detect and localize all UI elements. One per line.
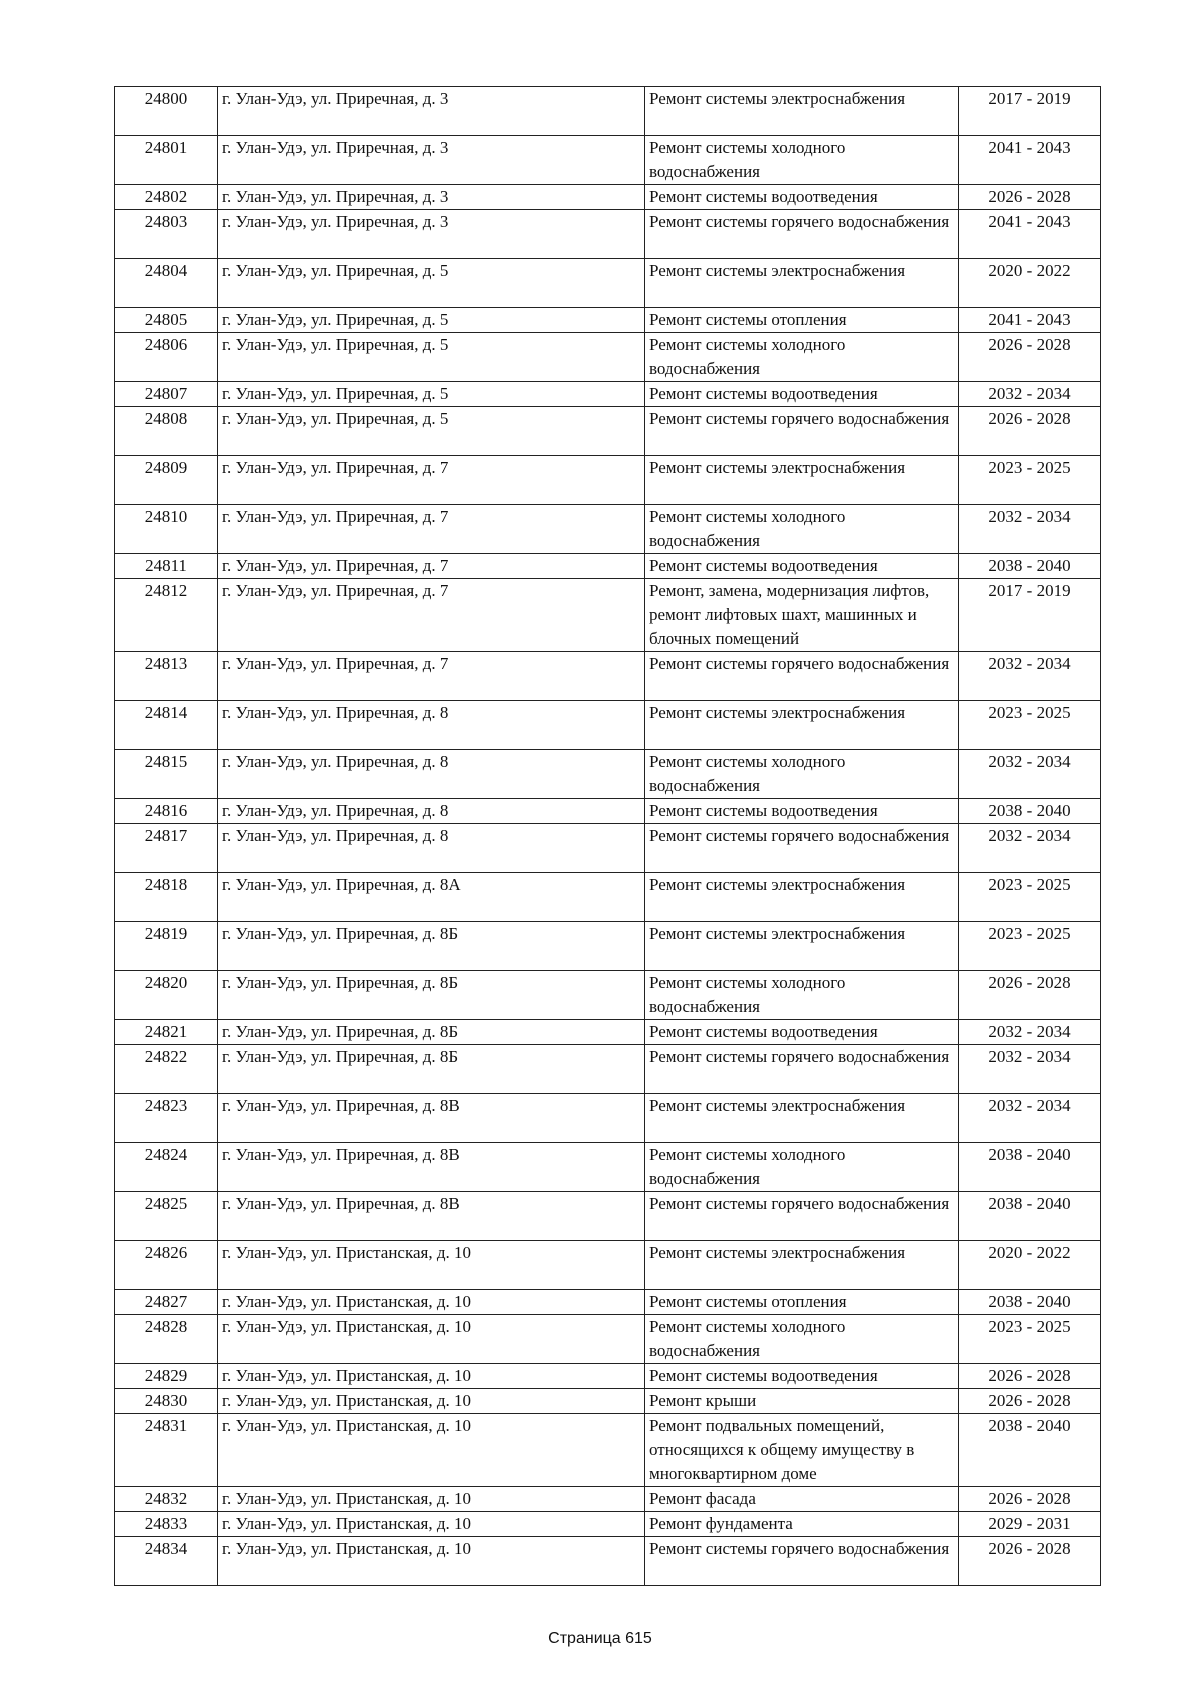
row-number-cell: 24809 [115,456,218,505]
row-number-cell: 24814 [115,701,218,750]
address-cell: г. Улан-Удэ, ул. Пристанская, д. 10 [218,1389,645,1414]
row-number-cell: 24800 [115,87,218,136]
address-cell: г. Улан-Удэ, ул. Пристанская, д. 10 [218,1364,645,1389]
work-type-cell: Ремонт системы электроснабжения [645,922,959,971]
work-type-cell: Ремонт системы водоотведения [645,1364,959,1389]
address-cell: г. Улан-Удэ, ул. Пристанская, д. 10 [218,1512,645,1537]
address-cell: г. Улан-Удэ, ул. Приречная, д. 8Б [218,922,645,971]
address-cell: г. Улан-Удэ, ул. Приречная, д. 8А [218,873,645,922]
address-cell: г. Улан-Удэ, ул. Приречная, д. 8Б [218,1045,645,1094]
table-row [115,579,1101,652]
table-row [115,308,1101,333]
table-row [115,1020,1101,1045]
row-number-cell: 24823 [115,1094,218,1143]
address-cell: г. Улан-Удэ, ул. Приречная, д. 5 [218,333,645,382]
work-type-cell: Ремонт крыши [645,1389,959,1414]
row-number-cell: 24806 [115,333,218,382]
address-cell: г. Улан-Удэ, ул. Приречная, д. 8В [218,1143,645,1192]
period-cell: 2020 - 2022 [959,259,1101,308]
row-number-cell: 24832 [115,1487,218,1512]
row-number-cell: 24815 [115,750,218,799]
address-cell: г. Улан-Удэ, ул. Приречная, д. 5 [218,407,645,456]
period-cell: 2026 - 2028 [959,185,1101,210]
work-type-cell: Ремонт системы горячего водоснабжения [645,824,959,873]
period-cell: 2026 - 2028 [959,1364,1101,1389]
work-type-cell: Ремонт системы горячего водоснабжения [645,1537,959,1586]
row-number-cell: 24801 [115,136,218,185]
row-number-cell: 24828 [115,1315,218,1364]
work-type-cell: Ремонт системы электроснабжения [645,259,959,308]
work-type-cell: Ремонт системы водоотведения [645,554,959,579]
period-cell: 2020 - 2022 [959,1241,1101,1290]
row-number-cell: 24822 [115,1045,218,1094]
work-type-cell: Ремонт системы отопления [645,308,959,333]
table-row [115,971,1101,1020]
table-row [115,1143,1101,1192]
work-type-cell: Ремонт системы горячего водоснабжения [645,1045,959,1094]
table-row [115,799,1101,824]
row-number-cell: 24804 [115,259,218,308]
work-type-cell: Ремонт подвальных помещений, относящихся к общему имуществу в многоквартирном доме [645,1414,959,1487]
work-type-cell: Ремонт системы водоотведения [645,185,959,210]
period-cell: 2029 - 2031 [959,1512,1101,1537]
table-row [115,824,1101,873]
table-row [115,259,1101,308]
period-cell: 2032 - 2034 [959,1020,1101,1045]
period-cell: 2026 - 2028 [959,333,1101,382]
row-number-cell: 24833 [115,1512,218,1537]
work-type-cell: Ремонт системы электроснабжения [645,873,959,922]
table-row [115,210,1101,259]
work-type-cell: Ремонт системы водоотведения [645,1020,959,1045]
table-row [115,407,1101,456]
row-number-cell: 24811 [115,554,218,579]
table-row [115,333,1101,382]
row-number-cell: 24817 [115,824,218,873]
work-type-cell: Ремонт фундамента [645,1512,959,1537]
row-number-cell: 24824 [115,1143,218,1192]
table-row [115,554,1101,579]
table-row [115,185,1101,210]
period-cell: 2026 - 2028 [959,1389,1101,1414]
row-number-cell: 24829 [115,1364,218,1389]
period-cell: 2023 - 2025 [959,1315,1101,1364]
row-number-cell: 24810 [115,505,218,554]
work-type-cell: Ремонт системы холодного водоснабжения [645,136,959,185]
period-cell: 2026 - 2028 [959,1537,1101,1586]
table-row [115,1290,1101,1315]
row-number-cell: 24827 [115,1290,218,1315]
period-cell: 2026 - 2028 [959,971,1101,1020]
table-row [115,873,1101,922]
table-row [115,922,1101,971]
period-cell: 2038 - 2040 [959,1192,1101,1241]
address-cell: г. Улан-Удэ, ул. Приречная, д. 7 [218,579,645,652]
period-cell: 2041 - 2043 [959,136,1101,185]
work-type-cell: Ремонт, замена, модернизация лифтов, ремонт лифтовых шахт, машинных и блочных помещений [645,579,959,652]
table-row [115,750,1101,799]
row-number-cell: 24818 [115,873,218,922]
work-type-cell: Ремонт системы водоотведения [645,382,959,407]
address-cell: г. Улан-Удэ, ул. Пристанская, д. 10 [218,1315,645,1364]
period-cell: 2023 - 2025 [959,873,1101,922]
period-cell: 2032 - 2034 [959,750,1101,799]
row-number-cell: 24816 [115,799,218,824]
period-cell: 2041 - 2043 [959,308,1101,333]
repair-schedule-table [114,86,1101,1586]
work-type-cell: Ремонт системы холодного водоснабжения [645,333,959,382]
address-cell: г. Улан-Удэ, ул. Приречная, д. 7 [218,456,645,505]
work-type-cell: Ремонт системы холодного водоснабжения [645,505,959,554]
period-cell: 2032 - 2034 [959,652,1101,701]
address-cell: г. Улан-Удэ, ул. Пристанская, д. 10 [218,1414,645,1487]
row-number-cell: 24826 [115,1241,218,1290]
period-cell: 2017 - 2019 [959,579,1101,652]
period-cell: 2032 - 2034 [959,1094,1101,1143]
address-cell: г. Улан-Удэ, ул. Приречная, д. 8Б [218,971,645,1020]
row-number-cell: 24802 [115,185,218,210]
work-type-cell: Ремонт системы холодного водоснабжения [645,1143,959,1192]
period-cell: 2038 - 2040 [959,554,1101,579]
table-row [115,1487,1101,1512]
address-cell: г. Улан-Удэ, ул. Приречная, д. 5 [218,382,645,407]
table-row [115,136,1101,185]
table-row [115,1241,1101,1290]
period-cell: 2038 - 2040 [959,1143,1101,1192]
row-number-cell: 24825 [115,1192,218,1241]
period-cell: 2026 - 2028 [959,1487,1101,1512]
table-row [115,652,1101,701]
table-row [115,1192,1101,1241]
work-type-cell: Ремонт системы холодного водоснабжения [645,971,959,1020]
row-number-cell: 24834 [115,1537,218,1586]
work-type-cell: Ремонт системы электроснабжения [645,456,959,505]
row-number-cell: 24819 [115,922,218,971]
row-number-cell: 24820 [115,971,218,1020]
period-cell: 2032 - 2034 [959,382,1101,407]
address-cell: г. Улан-Удэ, ул. Пристанская, д. 10 [218,1537,645,1586]
work-type-cell: Ремонт системы горячего водоснабжения [645,1192,959,1241]
row-number-cell: 24807 [115,382,218,407]
address-cell: г. Улан-Удэ, ул. Приречная, д. 3 [218,136,645,185]
address-cell: г. Улан-Удэ, ул. Приречная, д. 8 [218,750,645,799]
address-cell: г. Улан-Удэ, ул. Приречная, д. 8 [218,799,645,824]
table-row [115,382,1101,407]
table-row [115,87,1101,136]
address-cell: г. Улан-Удэ, ул. Приречная, д. 8В [218,1192,645,1241]
table-row [115,505,1101,554]
row-number-cell: 24821 [115,1020,218,1045]
work-type-cell: Ремонт системы горячего водоснабжения [645,652,959,701]
row-number-cell: 24830 [115,1389,218,1414]
work-type-cell: Ремонт системы отопления [645,1290,959,1315]
row-number-cell: 24831 [115,1414,218,1487]
work-type-cell: Ремонт системы горячего водоснабжения [645,210,959,259]
period-cell: 2023 - 2025 [959,456,1101,505]
address-cell: г. Улан-Удэ, ул. Приречная, д. 8 [218,701,645,750]
page-number: Страница 615 [548,1630,652,1647]
period-cell: 2038 - 2040 [959,1414,1101,1487]
address-cell: г. Улан-Удэ, ул. Приречная, д. 7 [218,505,645,554]
period-cell: 2038 - 2040 [959,799,1101,824]
period-cell: 2017 - 2019 [959,87,1101,136]
address-cell: г. Улан-Удэ, ул. Приречная, д. 8 [218,824,645,873]
address-cell: г. Улан-Удэ, ул. Приречная, д. 7 [218,652,645,701]
period-cell: 2026 - 2028 [959,407,1101,456]
row-number-cell: 24813 [115,652,218,701]
address-cell: г. Улан-Удэ, ул. Приречная, д. 8Б [218,1020,645,1045]
period-cell: 2023 - 2025 [959,701,1101,750]
address-cell: г. Улан-Удэ, ул. Приречная, д. 5 [218,259,645,308]
table-body [115,87,1101,1586]
work-type-cell: Ремонт системы горячего водоснабжения [645,407,959,456]
period-cell: 2032 - 2034 [959,1045,1101,1094]
table-row [115,1094,1101,1143]
period-cell: 2038 - 2040 [959,1290,1101,1315]
address-cell: г. Улан-Удэ, ул. Пристанская, д. 10 [218,1290,645,1315]
address-cell: г. Улан-Удэ, ул. Приречная, д. 7 [218,554,645,579]
table-row [115,1512,1101,1537]
table-row [115,1389,1101,1414]
period-cell: 2032 - 2034 [959,505,1101,554]
row-number-cell: 24808 [115,407,218,456]
address-cell: г. Улан-Удэ, ул. Пристанская, д. 10 [218,1487,645,1512]
work-type-cell: Ремонт системы электроснабжения [645,701,959,750]
table-row [115,1414,1101,1487]
period-cell: 2041 - 2043 [959,210,1101,259]
table-row [115,1364,1101,1389]
address-cell: г. Улан-Удэ, ул. Приречная, д. 5 [218,308,645,333]
work-type-cell: Ремонт фасада [645,1487,959,1512]
work-type-cell: Ремонт системы электроснабжения [645,1241,959,1290]
period-cell: 2032 - 2034 [959,824,1101,873]
work-type-cell: Ремонт системы холодного водоснабжения [645,1315,959,1364]
address-cell: г. Улан-Удэ, ул. Приречная, д. 3 [218,210,645,259]
table-row [115,1315,1101,1364]
work-type-cell: Ремонт системы водоотведения [645,799,959,824]
row-number-cell: 24805 [115,308,218,333]
address-cell: г. Улан-Удэ, ул. Пристанская, д. 10 [218,1241,645,1290]
row-number-cell: 24803 [115,210,218,259]
work-type-cell: Ремонт системы холодного водоснабжения [645,750,959,799]
work-type-cell: Ремонт системы электроснабжения [645,87,959,136]
table-row [115,1045,1101,1094]
address-cell: г. Улан-Удэ, ул. Приречная, д. 3 [218,87,645,136]
table-row [115,701,1101,750]
table-row [115,1537,1101,1586]
address-cell: г. Улан-Удэ, ул. Приречная, д. 8В [218,1094,645,1143]
address-cell: г. Улан-Удэ, ул. Приречная, д. 3 [218,185,645,210]
row-number-cell: 24812 [115,579,218,652]
work-type-cell: Ремонт системы электроснабжения [645,1094,959,1143]
table-row [115,456,1101,505]
period-cell: 2023 - 2025 [959,922,1101,971]
